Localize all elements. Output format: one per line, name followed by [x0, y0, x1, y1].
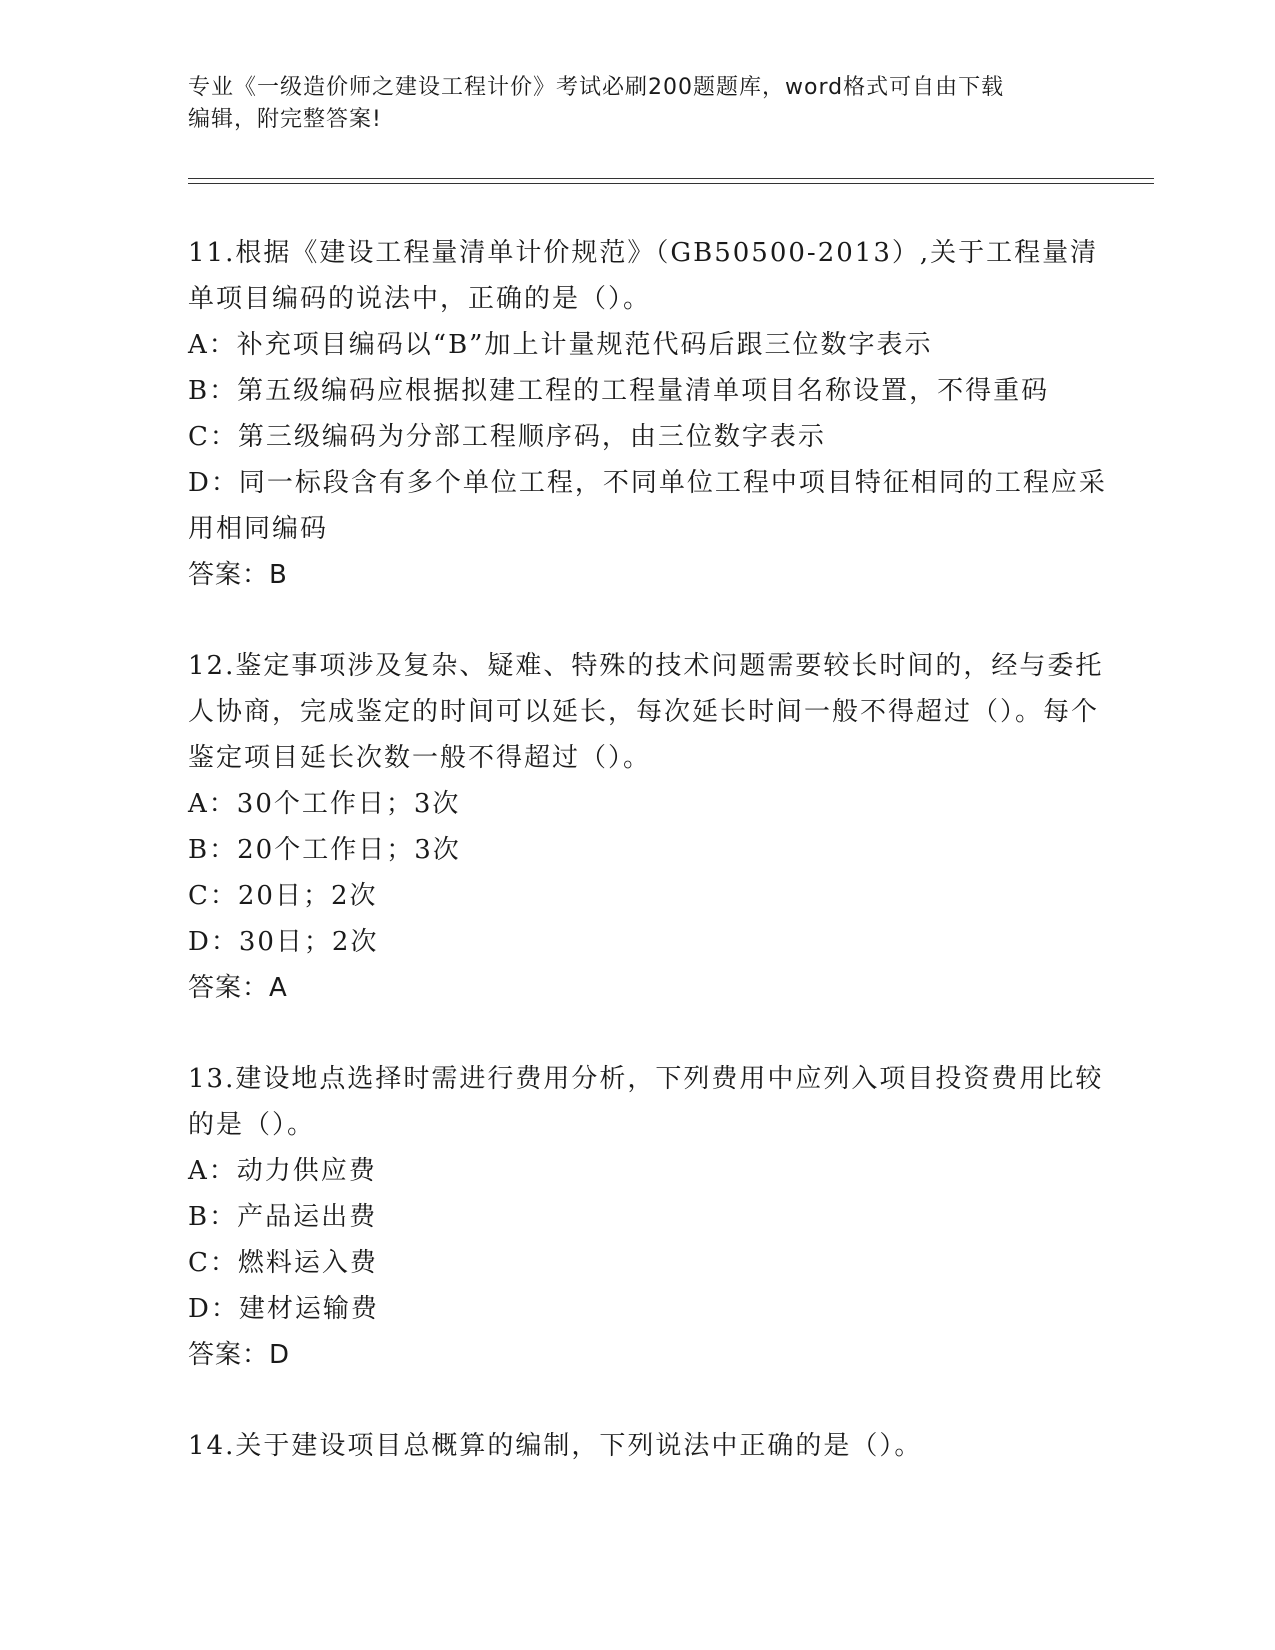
header-line-2: 编辑，附完整答案! [188, 107, 382, 132]
option-d: D：建材运输费 [188, 1294, 379, 1324]
option-a: A：动力供应费 [188, 1156, 377, 1186]
header-double-rule [188, 178, 1154, 184]
option-c: C：第三级编码为分部工程顺序码，由三位数字表示 [188, 422, 826, 452]
header-line-1: 专业《一级造价师之建设工程计价》考试必刷200题题库，word格式可自由下载 [188, 75, 1005, 100]
question-stem: 12.鉴定事项涉及复杂、疑难、特殊的技术问题需要较长时间的，经与委托人协商，完成鉴定的时间可以延长，每次延长时间一般不得超过（）。每个鉴定项目延长次数一般不得超过（）。 [188, 651, 1104, 773]
option-b: B：第五级编码应根据拟建工程的工程量清单项目名称设置，不得重码 [188, 376, 1050, 406]
question-stem: 14.关于建设项目总概算的编制，下列说法中正确的是（）。 [188, 1431, 923, 1461]
question-14 [188, 1423, 1108, 1469]
option-d: D：同一标段含有多个单位工程，不同单位工程中项目特征相同的工程应采用相同编码 [188, 468, 1107, 544]
option-d: D：30日；2次 [188, 927, 379, 957]
question-11 [188, 230, 1108, 598]
question-13 [188, 1056, 1108, 1378]
answer: 答案：D [188, 1340, 291, 1370]
option-a: A：补充项目编码以“B”加上计量规范代码后跟三位数字表示 [188, 330, 933, 360]
answer: 答案：B [188, 560, 288, 590]
question-list [188, 230, 1108, 1514]
option-b: B：20个工作日；3次 [188, 835, 461, 865]
question-stem: 13.建设地点选择时需进行费用分析，下列费用中应列入项目投资费用比较的是（）。 [188, 1064, 1104, 1140]
option-c: C：20日；2次 [188, 881, 378, 911]
document-header [188, 72, 1088, 136]
option-b: B：产品运出费 [188, 1202, 378, 1232]
question-stem: 11.根据《建设工程量清单计价规范》（GB50500-2013）,关于工程量清单项目编码的说法中，正确的是（）。 [188, 238, 1099, 314]
option-c: C：燃料运入费 [188, 1248, 378, 1278]
answer: 答案：A [188, 973, 288, 1003]
option-a: A：30个工作日；3次 [188, 789, 461, 819]
question-12 [188, 643, 1108, 1011]
